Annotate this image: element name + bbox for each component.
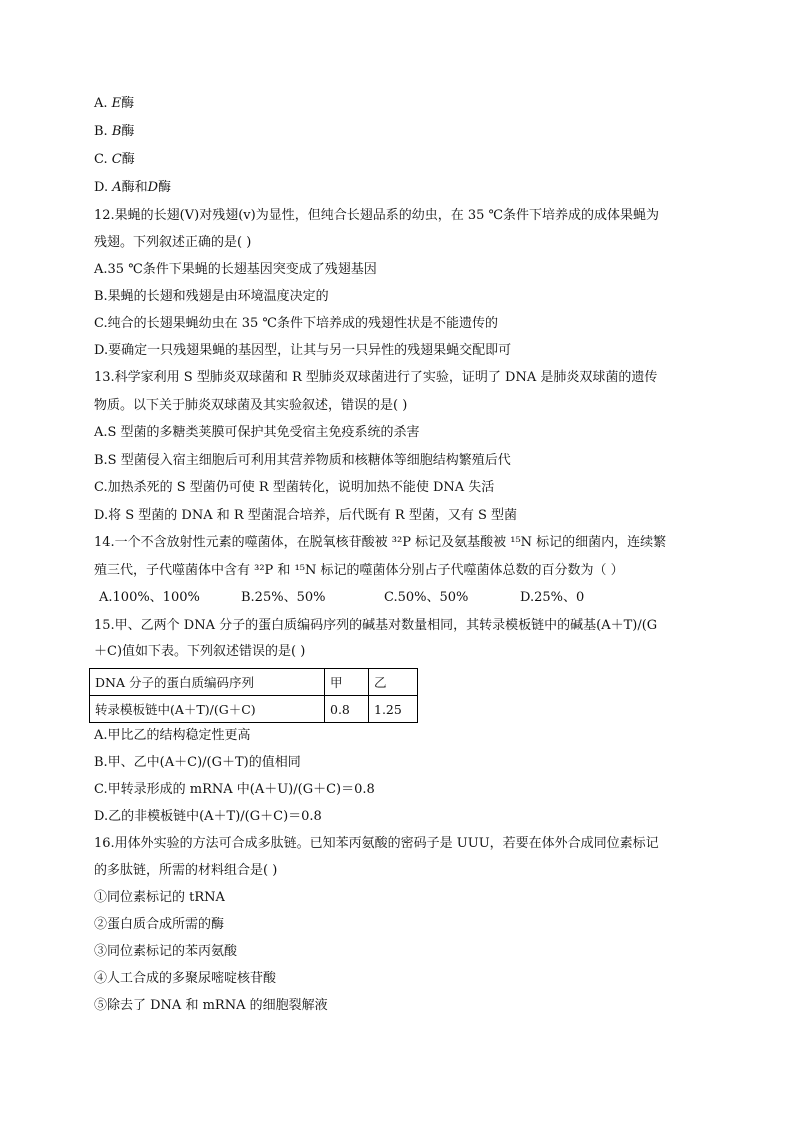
q15-option-b: B.甲、乙中(A＋C)/(G＋T)的值相同 [94, 755, 301, 770]
q13-stem-line1: 13.科学家利用 S 型肺炎双球菌和 R 型肺炎双球菌进行了实验，证明了 DNA 是肺炎双球菌的遗传 [94, 370, 658, 385]
option-text: 𝐵酶 [111, 124, 135, 139]
q11-option-a [94, 95, 134, 113]
q13-stem-line2: 物质。以下关于肺炎双球菌及其实验叙述，错误的是( ) [94, 398, 408, 413]
q15-option-d: D.乙的非模板链中(A＋T)/(G＋C)＝0.8 [94, 809, 322, 824]
q12-stem-line1: 12.果蝇的长翅(V)对残翅(v)为显性，但纯合长翅品系的幼虫，在 35 ℃条件下培养成的成体果蝇为 [94, 208, 660, 223]
q16-item-4: ④人工合成的多聚尿嘧啶核苷酸 [94, 971, 277, 986]
q14-stem-line2: 殖三代，子代噬菌体中含有 ³²P 和 ¹⁵N 标记的噬菌体分别占子代噬菌体总数的百分数为（ ） [94, 563, 624, 578]
q15-option-a: A.甲比乙的结构稳定性更高 [94, 728, 251, 743]
option-text: 𝐴酶和𝐷酶 [112, 180, 172, 195]
table-cell: 甲 [325, 669, 369, 696]
q13-option-c: C.加热杀死的 S 型菌仍可使 R 型菌转化，说明加热不能使 DNA 失活 [94, 480, 495, 495]
q13-option-b: B.S 型菌侵入宿主细胞后可利用其营养物质和核糖体等细胞结构繁殖后代 [94, 453, 511, 468]
option-letter: A. [94, 96, 108, 111]
q11-option-c [94, 151, 135, 169]
q14-option-b: B.25%、50% [241, 590, 326, 605]
q13-option-d: D.将 S 型菌的 DNA 和 R 型菌混合培养，后代既有 R 型菌，又有 S 型菌 [94, 508, 517, 523]
table-cell: 转录模板链中(A＋T)/(G＋C) [90, 696, 325, 723]
q16-item-2: ②蛋白质合成所需的酶 [94, 917, 225, 932]
option-letter: C. [94, 152, 108, 167]
q16-stem-line1: 16.用体外实验的方法可合成多肽链。已知苯丙氨酸的密码子是 UUU，若要在体外合成同位素标记 [94, 836, 659, 851]
q16-stem-line2: 的多肽链，所需的材料组合是( ) [94, 863, 278, 878]
option-letter: D. [94, 180, 109, 195]
table-cell: 0.8 [325, 696, 369, 723]
q14-option-c: C.50%、50% [384, 590, 469, 605]
q13-option-a: A.S 型菌的多糖类荚膜可保护其免受宿主免疫系统的杀害 [94, 425, 420, 440]
q15-table [89, 668, 418, 723]
q16-item-1: ①同位素标记的 tRNA [94, 890, 225, 905]
option-letter: B. [94, 124, 108, 139]
q12-option-d: D.要确定一只残翅果蝇的基因型，让其与另一只异性的残翅果蝇交配即可 [94, 343, 512, 358]
q12-stem-line2: 残翅。下列叙述正确的是( ) [94, 235, 252, 250]
option-text: 𝐶酶 [111, 152, 135, 167]
q16-item-5: ⑤除去了 DNA 和 mRNA 的细胞裂解液 [94, 998, 328, 1013]
q15-option-c: C.甲转录形成的 mRNA 中(A＋U)/(G＋C)＝0.8 [94, 782, 375, 797]
q16-item-3: ③同位素标记的苯丙氨酸 [94, 944, 238, 959]
q11-option-b [94, 123, 134, 141]
option-text: 𝐸酶 [111, 96, 135, 111]
q15-stem-line1: 15.甲、乙两个 DNA 分子的蛋白质编码序列的碱基对数量相同，其转录模板链中的碱基(A＋T)/(G [94, 618, 658, 633]
q15-stem-line2: ＋C)值如下表。下列叙述错误的是( ) [94, 644, 306, 659]
table-header-row [90, 669, 418, 696]
table-row [90, 696, 418, 723]
q14-option-d: D.25%、0 [520, 590, 585, 605]
q12-option-b: B.果蝇的长翅和残翅是由环境温度决定的 [94, 289, 329, 304]
table-cell: 乙 [369, 669, 418, 696]
q14-stem-line1: 14.一个不含放射性元素的噬菌体，在脱氧核苷酸被 ³²P 标记及氨基酸被 ¹⁵N 标记的细菌内，连续繁 [94, 535, 667, 550]
q11-option-d [94, 179, 171, 197]
table-cell: DNA 分子的蛋白质编码序列 [90, 669, 325, 696]
q12-option-a: A.35 ℃条件下果蝇的长翅基因突变成了残翅基因 [94, 262, 377, 277]
table-cell: 1.25 [369, 696, 418, 723]
q14-option-a: A.100%、100% [99, 590, 200, 605]
q12-option-c: C.纯合的长翅果蝇幼虫在 35 ℃条件下培养成的残翅性状是不能遗传的 [94, 316, 498, 331]
